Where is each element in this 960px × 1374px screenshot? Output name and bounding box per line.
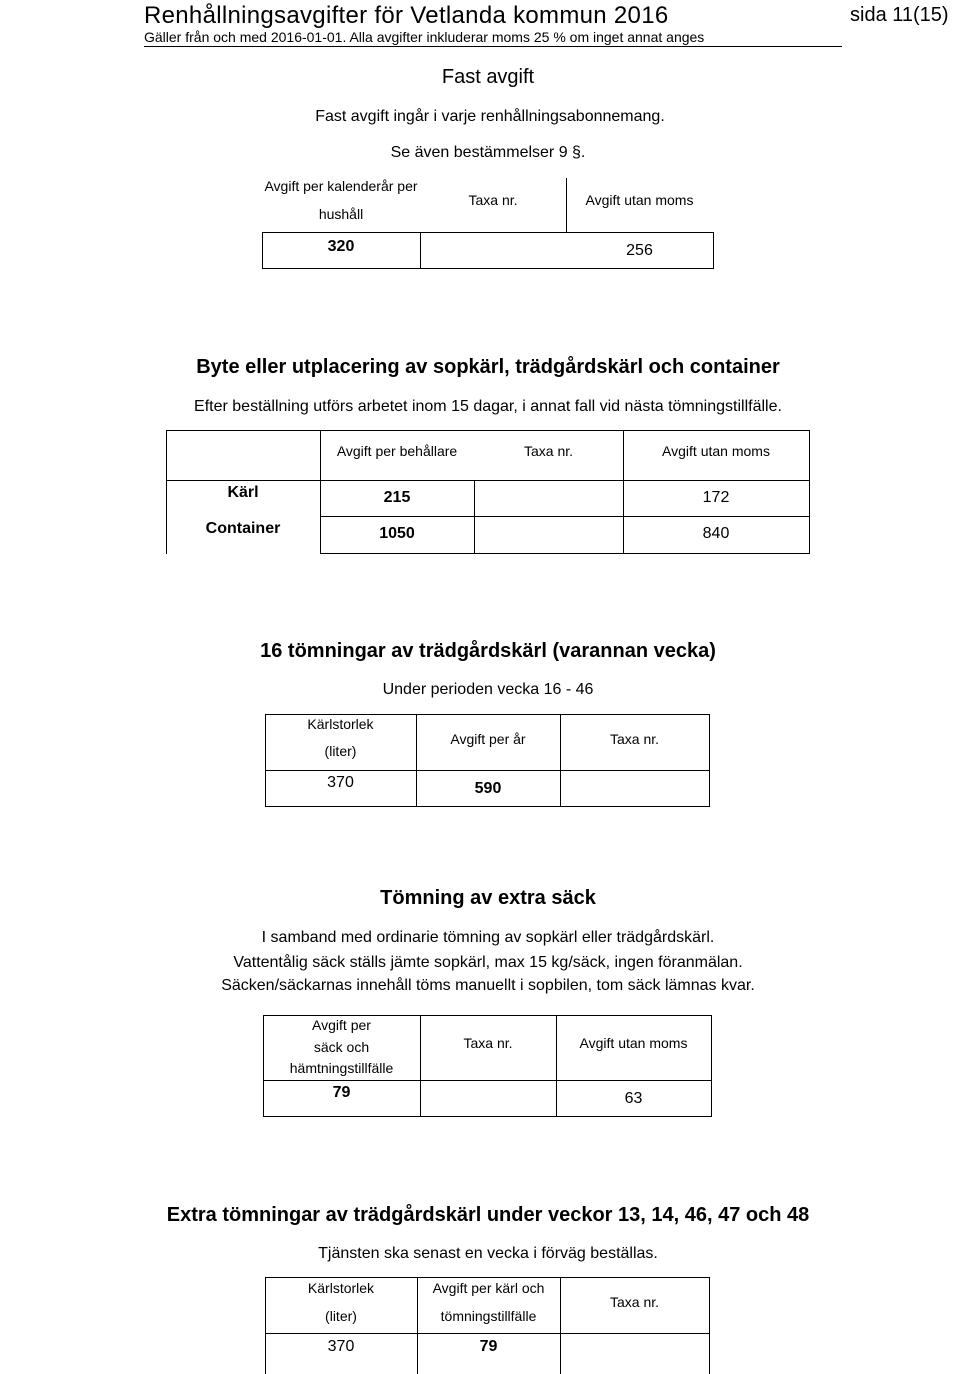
column-header: Avgift per kalenderår per (264, 178, 418, 194)
column-header: Avgift utan moms (585, 192, 694, 208)
table-cell: 840 (702, 525, 730, 542)
column-header: Taxa nr. (609, 1294, 660, 1310)
table-cell: 320 (327, 238, 355, 255)
sack-text-2: Vattentålig säck ställs jämte sopkärl, max 15 kg/säck, ingen föranmälan. (233, 954, 743, 971)
page-number: sida 11(15) (850, 4, 949, 26)
column-header: hushåll (318, 206, 364, 222)
column-header: (liter) (325, 1308, 357, 1324)
row-label: Container (205, 520, 281, 537)
column-header: Taxa nr. (468, 192, 518, 208)
column-header: Taxa nr. (463, 1035, 513, 1051)
document-subtitle: Gäller från och med 2016-01-01. Alla avgifter inkluderar moms 25 % om inget annat anges (144, 29, 705, 45)
row-label: Kärl (227, 484, 259, 501)
sack-text-1: I samband med ordinarie tömning av sopkärl eller trädgårdskärl. (261, 929, 715, 946)
table-cell: 172 (702, 489, 730, 506)
section-heading-extra: Extra tömningar av trädgårdskärl under veckor 13, 14, 46, 47 och 48 (166, 1204, 810, 1226)
column-header: Avgift utan moms (579, 1035, 688, 1051)
column-header: Avgift utan moms (662, 443, 770, 459)
column-header: säck och (313, 1039, 370, 1055)
column-header: hämtningstillfälle (289, 1060, 394, 1076)
header-divider (144, 46, 842, 47)
table-cell: 590 (474, 780, 502, 797)
section-heading-fast-avgift: Fast avgift (441, 66, 535, 88)
table-cell: 256 (626, 242, 653, 259)
table-cell: 79 (479, 1338, 498, 1355)
section-heading-sack: Tömning av extra säck (380, 887, 596, 909)
column-header: Taxa nr. (523, 443, 574, 459)
extra-text: Tjänsten ska senast en vecka i förväg beställas. (318, 1245, 658, 1262)
table-cell: 63 (624, 1090, 643, 1107)
document-title: Renhållningsavgifter för Vetlanda kommun 2016 (144, 2, 669, 29)
column-header: Taxa nr. (609, 731, 660, 747)
tradgard-period: Under perioden vecka 16 - 46 (382, 681, 594, 698)
sack-text-3: Säcken/säckarnas innehåll töms manuellt i sopbilen, tom säck lämnas kvar. (221, 977, 755, 994)
column-header: Avgift per kärl och (432, 1280, 545, 1296)
section-heading-tradgard: 16 tömningar av trädgårdskärl (varannan vecka) (260, 640, 716, 662)
section-heading-byte: Byte eller utplacering av sopkärl, trädgårdskärl och container (196, 356, 780, 378)
column-header: Kärlstorlek (307, 716, 374, 732)
column-header: Avgift per år (450, 731, 526, 747)
column-header: Avgift per behållare (336, 443, 458, 459)
byte-text: Efter beställning utförs arbetet inom 15 dagar, i annat fall vid nästa tömningstillfälle. (194, 398, 782, 415)
column-header: Kärlstorlek (307, 1280, 375, 1296)
table-cell: 79 (332, 1084, 351, 1101)
column-header: Avgift per (312, 1017, 371, 1033)
fast-avgift-reference: Se även bestämmelser 9 §. (390, 144, 586, 161)
table-cell: 370 (327, 1338, 355, 1355)
table-cell: 215 (383, 489, 411, 506)
table-cell: 370 (327, 774, 354, 791)
table-cell: 1050 (379, 525, 415, 542)
fast-avgift-text: Fast avgift ingår i varje renhållningsabonnemang. (315, 108, 665, 125)
column-header: (liter) (324, 743, 357, 759)
column-header: tömningstillfälle (440, 1308, 537, 1324)
